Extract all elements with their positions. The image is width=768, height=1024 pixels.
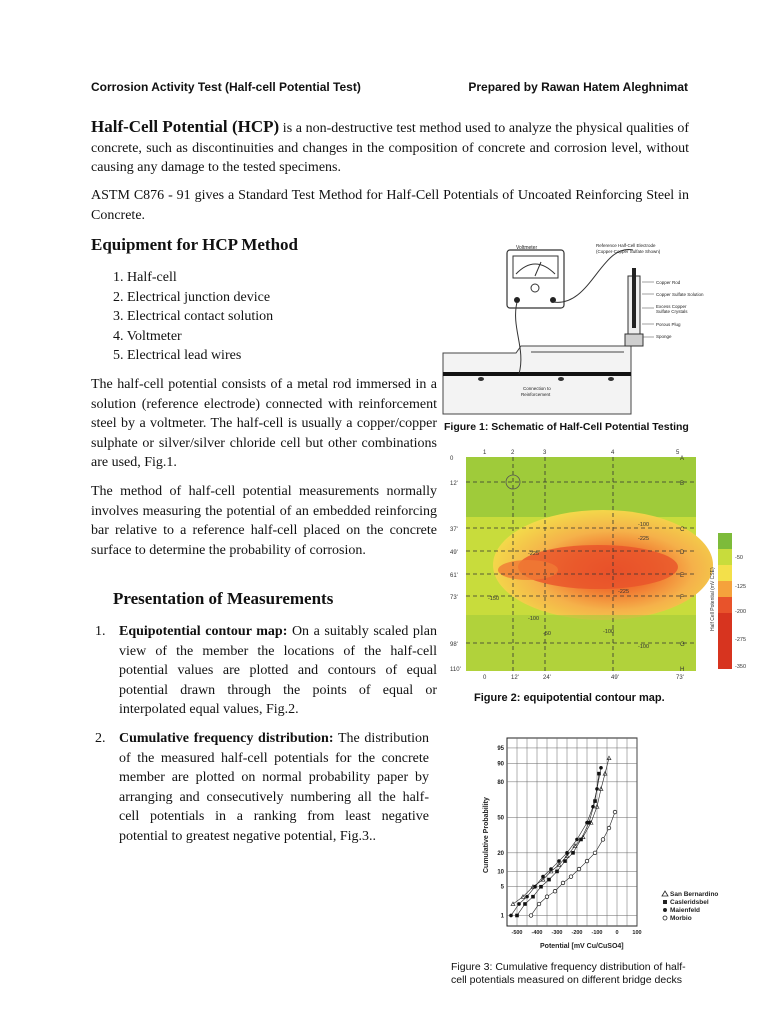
label-sponge: Sponge [656,334,672,339]
legend-value: -125 [735,584,747,590]
data-point [577,867,581,871]
contour-label: -50 [543,631,551,637]
legend-entry: Maienfeld [670,907,700,914]
contour-label: -100 [638,522,650,528]
rebar-dot [608,377,614,381]
data-point [601,838,605,842]
intro-text: is a non-destructive test method used to analyze the physical qualities of concrete, such as discontinuities and changes in the composition of concrete and corrosion level, without causing any damage to the tested specimens. [91,121,689,175]
row-letter: H [680,667,685,673]
figure2-caption: Figure 2: equipotential contour map. [474,692,665,704]
y-tick: 37' [450,527,458,533]
data-point [561,881,565,885]
data-point [563,859,567,863]
data-point [517,902,521,906]
data-point [569,875,573,879]
intro-term: Half-Cell Potential (HCP) [91,117,280,136]
x-tick: 2 [511,450,515,456]
y-tick: 12' [450,481,458,487]
x-tick: 4 [611,450,615,456]
y-tick: 1 [500,913,504,920]
label-plug: Porous Plug [656,322,681,327]
legend-swatch [718,549,732,565]
data-point [593,851,597,855]
item-text: On a suitably scaled plan view of the member the locations of the half-cell potential values are plotted and contours of equal potential drawn through the points of equal or interpolated equal values, Fig.2. [119,624,437,717]
y-tick: 61' [450,573,458,579]
map-top-band [466,457,696,517]
legend-entry: Morbio [670,915,692,922]
data-point [539,885,543,889]
legend-swatch [718,597,732,613]
label-electrode: Reference Half-Cell Electrode [596,243,656,248]
list-item: 2. Electrical junction device [113,289,271,305]
data-point [585,859,589,863]
data-point [549,867,553,871]
voltmeter-knob [531,284,539,292]
contour-label: -100 [528,616,540,622]
x-axis-label: Potential [mV Cu/CuSO4] [540,943,624,950]
data-point [579,838,583,842]
label-connection-sub: Reinforcement [521,392,551,397]
rebar-dot [478,377,484,381]
row-letter: E [680,573,685,579]
figure3-caption [451,961,686,987]
data-point [613,810,617,814]
intro-paragraph [91,117,689,178]
x-tick: -100 [591,930,603,936]
data-point [529,914,533,918]
x-bottom-tick: 49' [611,675,619,681]
row-letter: C [680,527,685,533]
y-tick: 80 [497,779,504,786]
legend-value: -50 [735,555,743,561]
sponge [625,334,643,346]
y-tick: 95 [497,745,504,752]
x-bottom-tick: 24' [543,675,551,681]
item-title: Cumulative frequency distribution: [119,731,334,746]
legend-marker-square [663,900,667,904]
header-author: Prepared by Rawan Hatem Aleghnimat [468,80,688,94]
data-point [547,878,551,882]
legend-marker-triangle [662,891,668,896]
legend-swatch [718,565,732,581]
copper-rod [632,268,636,328]
legend-entry: San Bernardino [670,891,719,898]
figure1-caption: Figure 1: Schematic of Half-Cell Potential Testing [444,421,689,433]
contour-label: -225 [618,589,630,595]
data-point [599,766,603,770]
legend-swatch [718,581,732,597]
label-electrode-sub: (Copper-Copper Sulfate Shown) [596,249,661,254]
equipment-list [113,268,273,366]
wire-to-electrode [553,249,633,302]
label-rod: Copper Rod [656,280,681,285]
concrete-slab [443,346,631,414]
data-point [557,859,561,863]
contour-label: -225 [528,551,540,557]
y-tick: 10 [497,869,504,876]
x-tick: 100 [632,930,642,936]
x-tick-labels [511,930,641,936]
x-tick: -500 [511,930,523,936]
y-tick: 20 [497,850,504,857]
y-tick: 98' [450,642,458,648]
label-voltmeter: Voltmeter [516,245,538,251]
data-point [537,902,541,906]
row-letter: D [680,550,685,556]
y-tick: 73' [450,595,458,601]
halfcell-schematic-figure [441,238,704,414]
rebar [443,372,631,376]
contour-label: -100 [603,629,615,635]
row-letter: B [680,481,685,487]
y-tick-labels [497,746,504,920]
cumulative-item [119,729,429,846]
item-text: The distribution of the measured half-cell potentials for the concrete member are plotted on normal probability paper by arranging and consecutively numbering all the half-cell potentials in a ranking from least negative potential to greatest negative potential, Fig.3.. [119,731,429,844]
x-bottom-tick: 73' [676,675,684,681]
data-point [515,914,519,918]
legend-value: -275 [735,637,747,643]
astm-paragraph: ASTM C876 - 91 gives a Standard Test Method for Half-Cell Potentials of Uncoated Reinforcing Steel in Concrete. [91,188,689,223]
map-legend [710,533,746,670]
x-tick: 3 [543,450,547,456]
label-connection: Connection to [523,386,551,391]
data-point [555,870,559,874]
legend-swatch [718,613,732,669]
halfcell-paragraph: The half-cell potential consists of a metal rod immersed in a solution (reference electrode) connected with reinforcement steel by a voltmeter. The half-cell is usually a copper/copper sulphate or silver/silver chloride cell but other combinations are used, Fig.1. [91,377,437,470]
legend-marker-circle [663,908,667,912]
legend-entry: Casleridsbel [670,899,709,906]
cumulative-chart [478,733,763,955]
y-tick: 50 [497,815,504,822]
chart-legend [662,891,718,922]
contour-map-figure [448,445,748,681]
y-tick: 110' [450,667,461,673]
x-bottom-tick: 12' [511,675,519,681]
map-left-zone [498,560,558,580]
data-point [545,895,549,899]
data-point [553,889,557,893]
figure3-caption-line: cell potentials measured on different bridge decks [451,974,682,986]
label-crystals-sub: Sulfate Crystals [656,309,688,314]
data-point [571,851,575,855]
item-number: 2. [95,731,106,746]
data-point [525,895,529,899]
data-point [595,787,599,791]
x-tick: -200 [571,930,583,936]
data-point [509,914,513,918]
contour-label: -150 [488,596,500,602]
list-item: 1. Half-cell [113,270,177,285]
data-point [607,826,611,830]
equipment-heading: Equipment for HCP Method [91,235,299,254]
data-point [565,851,569,855]
contour-map-item [119,622,437,720]
legend-value: -350 [735,664,747,670]
legend-title: Half Cell Potential (mV CSE) [710,567,716,631]
legend-swatch [718,533,732,549]
rebar-dot [558,377,564,381]
x-tick: -400 [531,930,543,936]
data-point [531,895,535,899]
row-letter: F [680,595,684,601]
data-point [591,805,595,809]
data-point [523,902,527,906]
y-axis-label: Cumulative Probability [483,797,490,873]
y-tick: 90 [497,761,504,768]
list-item: 4. Voltmeter [113,328,182,344]
contour-label: -100 [638,644,650,650]
method-paragraph: The method of half-cell potential measurements normally involves measuring the potential of an embedded reinforcing bar relative to a reference half-cell placed on the concrete surface to determine the probability of corrosion. [91,484,437,558]
y-tick: 0 [450,456,454,462]
header-title: Corrosion Activity Test (Half-cell Potential Test) [91,80,361,94]
list-item: 5. Electrical lead wires [113,348,242,363]
row-letter: G [680,642,685,648]
list-item: 3. Electrical contact solution [113,309,274,324]
legend-marker-open-circle [663,916,667,920]
label-solution: Copper Sulfate Solution [656,292,704,297]
x-tick: 5 [676,450,680,456]
item-number: 1. [95,624,106,639]
data-point [533,885,537,889]
data-point [575,838,579,842]
y-tick: 49' [450,550,458,556]
item-title: Equipotential contour map: [119,624,288,639]
label-crystals: Excess Copper [656,304,687,309]
legend-value: -200 [735,609,747,615]
x-tick: -300 [551,930,563,936]
data-point [541,875,545,879]
y-tick: 5 [500,884,504,891]
x-tick: 0 [615,930,619,936]
data-point [585,821,589,825]
x-bottom-tick: 0 [483,675,487,681]
figure3-caption-line: Figure 3: Cumulative frequency distribution of half- [451,961,686,973]
contour-label: -225 [638,536,650,542]
row-letter: A [680,456,685,462]
presentation-heading: Presentation of Measurements [113,589,334,608]
x-tick: 1 [483,450,487,456]
